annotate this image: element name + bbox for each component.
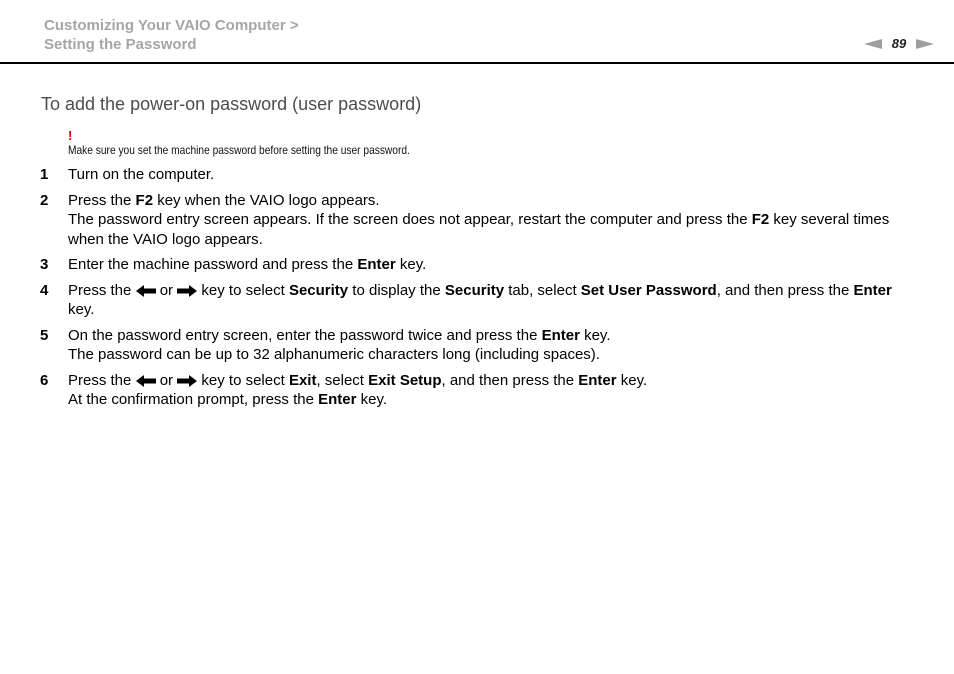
key-name: Enter (318, 391, 357, 408)
breadcrumb-parent[interactable]: Customizing Your VAIO Computer > (44, 17, 299, 34)
text-run: At the confirmation prompt, press the (68, 391, 319, 408)
step-text (68, 371, 920, 410)
text-run: key. (395, 256, 427, 273)
text-run: key several times when the VAIO logo appears. (68, 211, 890, 248)
key-name: Enter (357, 256, 396, 273)
text-run: key. (579, 326, 611, 344)
text-run: or (155, 281, 178, 299)
text-run: to display the (348, 281, 445, 299)
text-run: The password entry screen appears. If the screen does not appear, restart the computer and press the (68, 211, 752, 228)
previous-page-icon[interactable] (864, 39, 882, 49)
key-name: F2 (135, 191, 154, 209)
text-run: key to select (197, 371, 289, 389)
breadcrumb-current[interactable]: Setting the Password (44, 36, 197, 53)
menu-name: Set User Password (580, 281, 717, 299)
text-run: Press the (68, 371, 136, 389)
step-6 (40, 371, 920, 410)
step-4 (40, 281, 920, 320)
step-3 (40, 255, 920, 275)
page-number: 89 (891, 36, 907, 51)
section-title: To add the power-on password (user password) (41, 94, 422, 114)
text-run: key. (68, 301, 95, 318)
right-arrow-key-icon (177, 285, 197, 297)
text-run: key. (356, 391, 388, 408)
step-text (68, 255, 920, 275)
text-run: , select (316, 371, 369, 389)
key-name: Enter (578, 371, 617, 389)
text-run: The password can be up to 32 alphanumeric characters long (including spaces). (68, 346, 600, 363)
left-arrow-key-icon (136, 285, 156, 297)
key-name: Enter (853, 281, 892, 299)
text-run: , and then press the (441, 371, 579, 389)
step-1 (40, 165, 920, 185)
left-arrow-key-icon (136, 375, 156, 387)
text-run: key when the VAIO logo appears. (153, 191, 380, 209)
step-text: Turn on the computer. (68, 166, 215, 183)
menu-name: Exit Setup (368, 371, 442, 389)
step-5 (40, 326, 920, 365)
step-number: 4 (40, 281, 49, 299)
caution-note (68, 129, 470, 157)
step-number: 2 (40, 191, 49, 209)
right-arrow-key-icon (177, 375, 197, 387)
text-run: key to select (197, 281, 289, 299)
key-name: F2 (751, 211, 770, 228)
step-text (68, 281, 920, 320)
caution-text: Make sure you set the machine password before setting the user password. (68, 143, 410, 157)
header-divider (0, 62, 954, 64)
step-number: 5 (40, 326, 49, 344)
page-navigation (864, 36, 934, 51)
step-number: 3 (40, 256, 49, 273)
step-2 (40, 191, 920, 250)
next-page-icon[interactable] (916, 39, 934, 49)
text-run: , and then press the (716, 281, 854, 299)
text-run: or (155, 371, 178, 389)
key-name: Enter (541, 326, 580, 344)
menu-name: Security (288, 281, 349, 299)
step-text (68, 326, 920, 365)
text-run: Enter the machine password and press the (68, 256, 358, 273)
step-list (40, 165, 920, 416)
text-run: On the password entry screen, enter the password twice and press the (68, 326, 542, 344)
text-run: Press the (68, 281, 136, 299)
text-run: Press the (68, 191, 136, 209)
caution-icon: ! (68, 128, 73, 143)
text-run: key. (616, 371, 648, 389)
step-number: 1 (40, 166, 49, 183)
step-text (68, 191, 920, 250)
step-number: 6 (40, 371, 49, 389)
menu-name: Exit (288, 371, 317, 389)
menu-name: Security (444, 281, 505, 299)
breadcrumb (44, 16, 299, 54)
text-run: tab, select (504, 281, 581, 299)
